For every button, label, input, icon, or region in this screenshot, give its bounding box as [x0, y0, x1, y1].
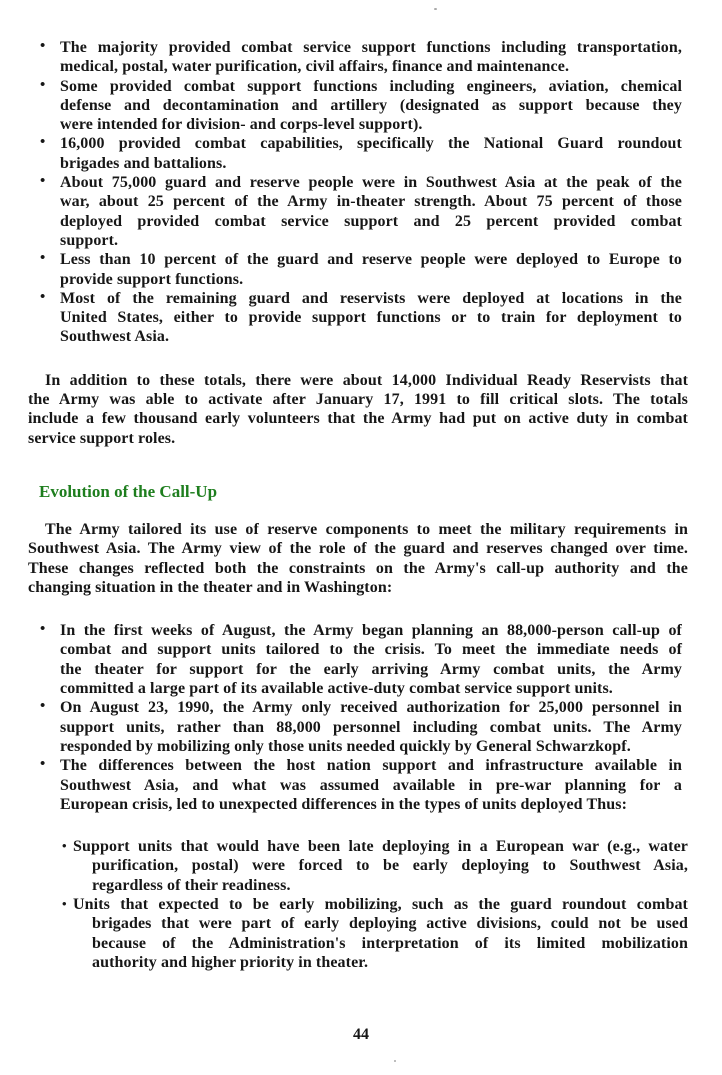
text-line: war, about 25 percent of the Army in-theater strength. About 75 percent of those: [60, 193, 682, 211]
text-line: European crisis, led to unexpected differences in the types of units deployed Thus:: [60, 795, 628, 813]
bullet-icon: •: [40, 76, 46, 93]
text-line: include a few thousand early volunteers that the Army had put on active duty in combat: [28, 410, 688, 428]
sub-bullet-list: [62, 837, 688, 972]
scan-speck: [434, 8, 437, 10]
text-line: purification, postal) were forced to be early deploying to Southwest Asia,: [92, 857, 688, 875]
bullet-icon: •: [40, 173, 46, 190]
text-line: were intended for division- and corps-level support).: [60, 116, 423, 134]
text-line: regardless of their readiness.: [92, 876, 291, 894]
text-line: On August 23, 1990, the Army only received authorization for 25,000 personnel in: [60, 699, 682, 717]
text-line: Units that expected to be early mobilizing, such as the guard roundout combat: [73, 895, 688, 913]
text-line: These changes reflected both the constraints on the Army's call-up authority and the: [28, 559, 688, 577]
text-line: support.: [60, 231, 119, 249]
text-line: committed a large part of its available active-duty combat service support units.: [60, 680, 613, 698]
page-number: 44: [353, 1026, 369, 1044]
bullet-item: [40, 621, 682, 698]
text-line: Southwest Asia.: [60, 328, 170, 346]
bullet-item: [40, 756, 682, 814]
text-line: medical, postal, water purification, civil affairs, finance and maintenance.: [60, 58, 570, 76]
text-line: the Army was able to activate after January 17, 1991 to fill critical slots. The totals: [28, 391, 688, 409]
text-line: Most of the remaining guard and reservists were deployed at locations in the: [60, 289, 682, 307]
text-line: United States, either to provide support functions or to train for deployment to: [60, 309, 682, 327]
text-line: combat and support units tailored to the crisis. To meet the immediate needs of: [60, 641, 682, 659]
bullet-item: [40, 173, 682, 250]
text-line: Less than 10 percent of the guard and reserve people were deployed to Europe to: [60, 251, 682, 269]
text-line: The Army tailored its use of reserve components to meet the military requirements in: [45, 520, 688, 538]
text-line: The majority provided combat service support functions including transportation,: [60, 39, 682, 56]
paragraph-totals: [28, 371, 688, 448]
text-line: deployed provided combat service support and 25 percent provided combat: [60, 212, 682, 230]
scan-speck: [394, 1060, 396, 1062]
bullet-icon: •: [40, 621, 46, 638]
bullet-item: [40, 289, 682, 347]
text-line: Southwest Asia, and what was assumed available in pre-war planning for a: [60, 776, 682, 794]
text-line: support units, rather than 88,000 personnel including combat units. The Army: [60, 718, 682, 736]
bullet-icon: •: [40, 756, 46, 773]
text-line: the theater for support for the early arriving Army combat units, the Army: [60, 660, 682, 678]
text-line: Southwest Asia. The Army view of the role of the guard and reserves changed over time.: [28, 540, 688, 558]
text-line: defense and decontamination and artillery (designated as support because they: [60, 96, 682, 114]
text-line: brigades and battalions.: [60, 154, 227, 172]
bullet-item: [40, 134, 682, 173]
bullet-list-callup: [40, 621, 682, 814]
text-line: provide support functions.: [60, 270, 244, 288]
text-line: In the first weeks of August, the Army began planning an 88,000-person call-up of: [60, 622, 682, 640]
text-line: brigades that were part of early deploying active divisions, could not be used: [92, 915, 688, 933]
text-line: authority and higher priority in theater.: [92, 953, 369, 971]
text-line: service support roles.: [28, 429, 176, 447]
text-line: Support units that would have been late deploying in a European war (e.g., water: [73, 838, 688, 856]
bullet-icon: •: [62, 895, 67, 911]
bullet-item: [40, 698, 682, 756]
bullet-icon: •: [40, 38, 46, 54]
bullet-icon: •: [40, 698, 46, 715]
bullet-icon: •: [40, 288, 46, 305]
text-line: 16,000 provided combat capabilities, specifically the National Guard roundout: [60, 135, 682, 153]
bullet-list-primary: [40, 38, 682, 347]
text-line: changing situation in the theater and in Washington:: [28, 578, 393, 596]
bullet-item: [40, 250, 682, 289]
text-line: Some provided combat support functions including engineers, aviation, chemical: [60, 77, 682, 95]
text-line: responded by mobilizing only those units needed quickly by General Schwarzkopf.: [60, 737, 631, 755]
paragraph-evolution: [28, 520, 688, 597]
text-line: In addition to these totals, there were about 14,000 Individual Ready Reservists that: [45, 371, 688, 389]
text-line: The differences between the host nation support and infrastructure available in: [60, 757, 682, 775]
bullet-item: [62, 837, 688, 895]
bullet-icon: •: [40, 250, 46, 267]
bullet-item: [62, 895, 688, 972]
bullet-item: [40, 38, 682, 77]
bullet-icon: •: [40, 134, 46, 151]
section-heading: Evolution of the Call-Up: [39, 481, 218, 501]
text-line: because of the Administration's interpretation of its limited mobilization: [92, 934, 688, 952]
bullet-icon: •: [62, 838, 67, 854]
text-line: About 75,000 guard and reserve people were in Southwest Asia at the peak of the: [60, 174, 682, 192]
bullet-item: [40, 77, 682, 135]
